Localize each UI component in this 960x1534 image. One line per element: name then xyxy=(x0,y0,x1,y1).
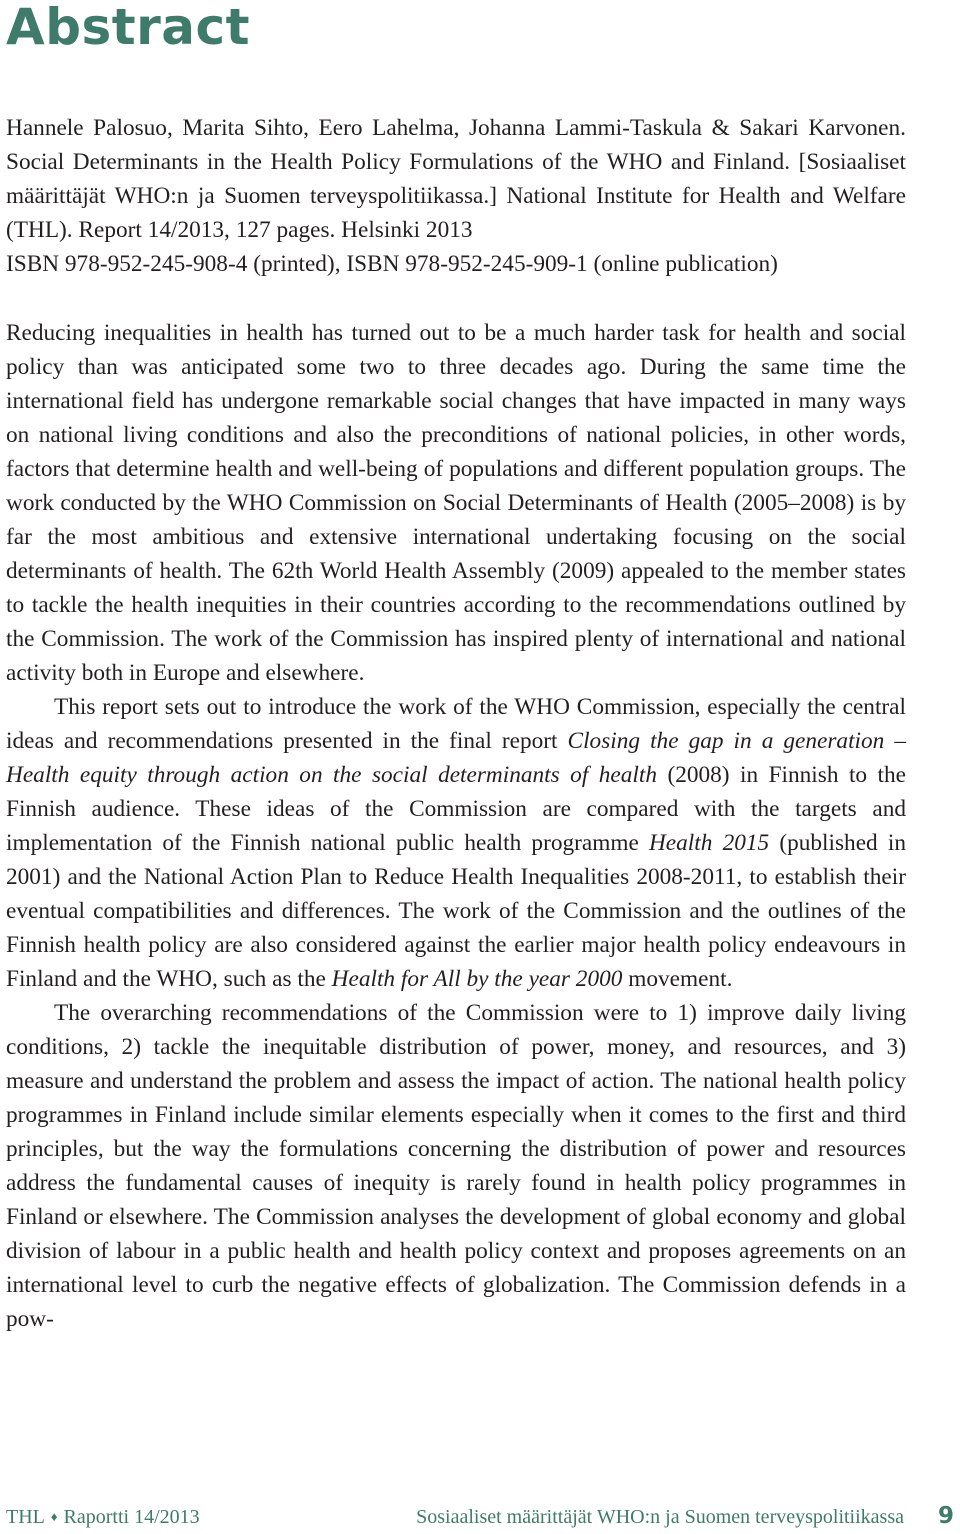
page-footer xyxy=(6,1500,954,1534)
paragraph-2 xyxy=(6,690,906,996)
page-number: 9 xyxy=(937,1503,954,1529)
paragraph-1: Reducing inequalities in health has turned out to be a much harder task for health and social policy than was anticipated some two to three decades ago. During the same time the international field has undergone remarkable social changes that have impacted in many ways on national living conditions and also the preconditions of national policies, in other words, factors that determine health and well-being of populations and different population groups. The work conducted by the WHO Commission on Social Determinants of Health (2005–2008) is by far the most ambitious and extensive international undertaking focusing on the social determinants of health. The 62th World Health Assembly (2009) appealed to the member states to tackle the health inequities in their countries according to the recommendations outlined by the Commission. The work of the Commission has inspired plenty of international and national activity both in Europe and elsewhere. xyxy=(6,320,906,686)
footer-series-label: Raportti 14/2013 xyxy=(63,1506,200,1528)
abstract-body xyxy=(6,316,906,1336)
paragraph-3: The overarching recommendations of the Commission were to 1) improve daily living conditions, 2) tackle the inequitable distribution of power, money, and resources, and 3) measure and understand the problem and assess the impact of action. The national health policy programmes in Finland include similar elements especially when it comes to the first and third principles, but the way the formulations concerning the distribution of power and resources address the fundamental causes of inequity is rarely found in health policy programmes in Finland or elsewhere. The Commission analyses the development of global economy and global division of labour in a public health and health policy context and proposes agreements on an international level to curb the negative effects of globalization. The Commission defends in a pow- xyxy=(6,1000,906,1332)
report-title-closing-the-gap: Closing the gap in a generation – Health equity through action on the social determinants of health xyxy=(6,728,906,788)
movement-title-health-for-all: Health for All by the year 2000 xyxy=(331,966,623,992)
page-title: Abstract xyxy=(6,0,251,56)
programme-title-health-2015: Health 2015 xyxy=(648,830,770,856)
diamond-separator-icon: ♦ xyxy=(50,1509,58,1524)
paragraph-2-text-e: (published in 2001) and the National Action Plan to Reduce Health Inequalities 2008-2011, to establish their eventual compatibilities and differences. The work of the Commission and the outlines of the Finnish health policy are also considered against the earlier major health policy endeavours in Finland and the WHO, such as the xyxy=(6,830,906,992)
citation-isbn: ISBN 978-952-245-908-4 (printed), ISBN 978-952-245-909-1 (online publication) xyxy=(6,251,778,277)
paragraph-2-text-a: This report sets out to introduce the work of the WHO Commission, especially the central ideas and recommendations presented in the final report xyxy=(6,694,906,754)
citation-reference: Hannele Palosuo, Marita Sihto, Eero Lahelma, Johanna Lammi-Taskula & Sakari Karvonen. Social Determinants in the Health Policy Formulations of the WHO and Finland. [Sosiaaliset määrittäjät WHO:n ja Suomen terveyspolitiikassa.] National Institute for Health and Welfare (THL). Report 14/2013, 127 pages. Helsinki 2013 xyxy=(6,115,906,243)
footer-running-title: Sosiaaliset määrittäjät WHO:n ja Suomen terveyspolitiikassa xyxy=(416,1506,904,1528)
paragraph-2-text-g: movement. xyxy=(622,966,733,992)
paragraph-2-text-c: (2008) in Finnish to the Finnish audience. These ideas of the Commission are compared with the targets and implementation of the Finnish national public health programme xyxy=(6,762,906,856)
footer-series xyxy=(6,1500,200,1534)
bibliographic-citation xyxy=(6,111,906,281)
footer-publisher: THL xyxy=(6,1506,45,1528)
